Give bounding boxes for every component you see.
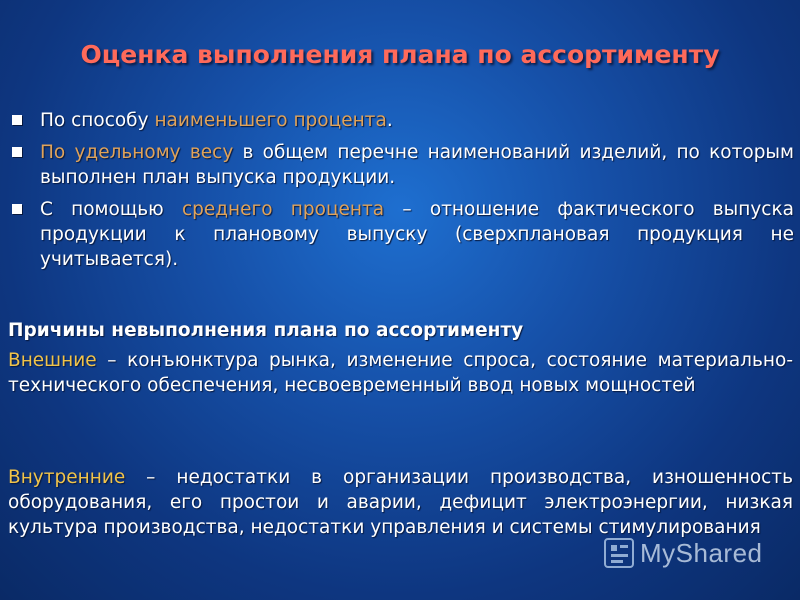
bullet-text: – отношение фактического выпуска продукции к плановому выпуску (сверхплановая продукция не учитывается).: [40, 199, 794, 270]
bullet-highlight: наименьшего процента: [154, 110, 387, 131]
slide-title: Оценка выполнения плана по ассортименту: [80, 40, 720, 69]
reasons-heading: Причины невыполнения плана по ассортименту: [8, 320, 524, 341]
bullet-text: в общем перечне наименований изделий, по которым выполнен план выпуска продукции.: [40, 142, 794, 188]
method-list: [12, 108, 794, 279]
bullet-text: По способу: [40, 110, 155, 131]
list-item: [12, 108, 794, 133]
internal-label: Внутренние: [8, 467, 126, 488]
watermark-text: MyShared: [640, 537, 763, 568]
bullet-text: С помощью: [40, 199, 182, 220]
list-item: [12, 197, 794, 272]
internal-text: – недостатки в организации производства, изношенность оборудования, его простои и аварии, дефицит электроэнергии, низкая культура производства, недостатки управления и системы стимулирования: [8, 467, 793, 538]
bullet-square-icon: [12, 147, 22, 157]
bullet-text: .: [386, 110, 393, 131]
watermark: [604, 536, 763, 570]
list-item: [12, 140, 794, 190]
external-reasons: [8, 348, 793, 398]
external-label: Внешние: [8, 350, 97, 371]
external-text: – конъюнктура рынка, изменение спроса, состояние материально-технического обеспечения, несвоевременный ввод новых мощностей: [8, 350, 793, 396]
bullet-highlight: среднего процента: [181, 199, 385, 220]
bullet-square-icon: [12, 115, 22, 125]
internal-reasons: [8, 465, 793, 540]
myshared-logo-icon: [604, 538, 634, 568]
bullet-highlight: По удельному весу: [40, 142, 234, 163]
bullet-square-icon: [12, 204, 22, 214]
